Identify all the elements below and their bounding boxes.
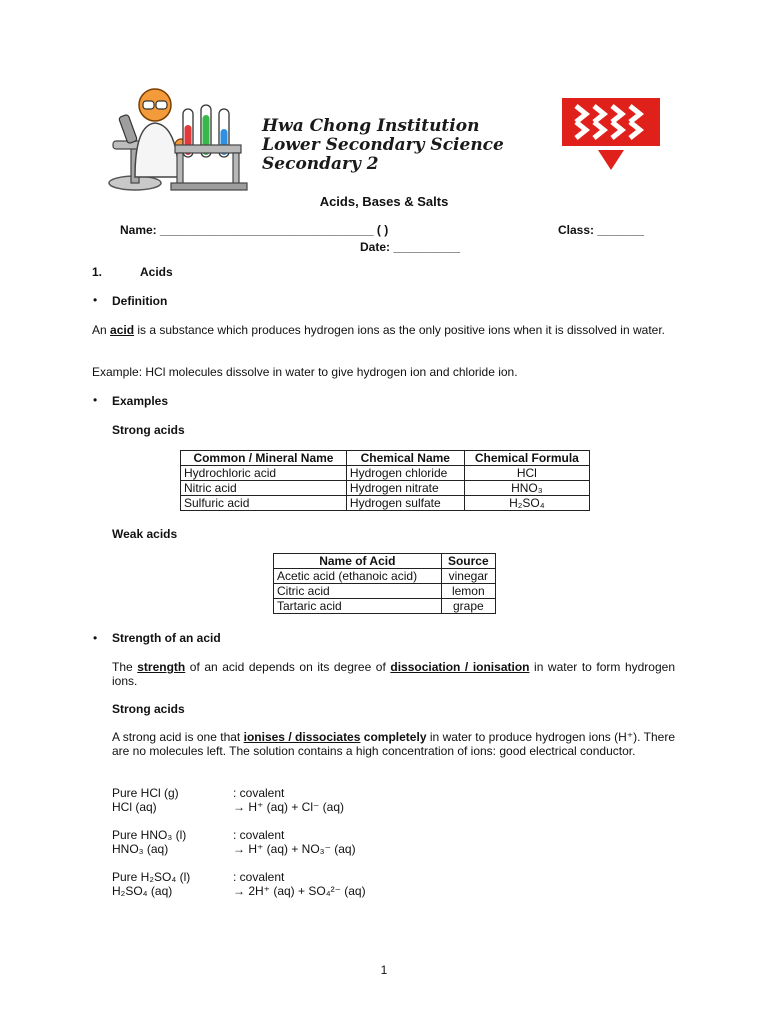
equation-left: Pure HNO₃ (l) — [112, 828, 187, 842]
column-header: Chemical Formula — [464, 451, 589, 466]
table-row — [181, 496, 590, 511]
equation-right: → H⁺ (aq) + NO₃⁻ (aq) — [233, 842, 356, 856]
page-number: 1 — [380, 963, 388, 977]
strength-term: strength — [137, 660, 186, 674]
table-cell: vinegar — [441, 569, 495, 584]
table-cell: grape — [441, 599, 495, 614]
column-header: Common / Mineral Name — [181, 451, 347, 466]
acid-term: acid — [110, 323, 135, 337]
class-field-label: Class: _______ — [558, 223, 645, 237]
ionises-term: ionises / dissociates — [243, 730, 361, 744]
test-tubes-icon — [171, 105, 247, 190]
strong-acids-heading: Strong acids — [112, 423, 185, 437]
table-row — [181, 466, 590, 481]
table-row — [181, 481, 590, 496]
equation-right: : covalent — [233, 870, 285, 884]
equation-right: → 2H⁺ (aq) + SO₄²⁻ (aq) — [233, 884, 366, 898]
equation-left: HCl (aq) — [112, 800, 157, 814]
column-header: Source — [441, 554, 495, 569]
completely-term: completely — [363, 730, 427, 744]
section-title: Acids — [140, 265, 173, 279]
table-row — [274, 569, 496, 584]
header-line-2: Lower Secondary Science — [262, 135, 504, 155]
name-field-label: Name: ________________________________ ( ) — [120, 223, 389, 237]
table-cell: Hydrogen sulfate — [346, 496, 464, 511]
table-cell: Hydrogen nitrate — [346, 481, 464, 496]
table-row — [274, 584, 496, 599]
weak-acids-heading: Weak acids — [112, 527, 178, 541]
bullet-icon: • — [93, 631, 98, 645]
weak-acids-table — [273, 553, 496, 614]
strong-acid-paragraph: A strong acid is one that ionises / dissociates completely in water to produce hydrogen ions (H⁺). There are no molecules left. The solution contains a high concentration of ions: good electrical conductor. — [112, 730, 676, 758]
header-line-3: Secondary 2 — [262, 154, 379, 174]
table-cell: HCl — [464, 466, 589, 481]
strong-acids-subheading: Strong acids — [112, 702, 185, 716]
definition-example: Example: HCl molecules dissolve in water to give hydrogen ion and chloride ion. — [92, 365, 518, 379]
table-cell: Tartaric acid — [274, 599, 442, 614]
strength-paragraph: The strength of an acid depends on its degree of dissociation / ionisation in water to form hydrogen ions. — [112, 660, 675, 688]
equation-left: H₂SO₄ (aq) — [112, 884, 173, 898]
strength-heading: Strength of an acid — [112, 631, 221, 645]
bullet-icon: • — [93, 293, 98, 307]
scientist-clipart — [105, 85, 255, 195]
table-cell: lemon — [441, 584, 495, 599]
column-header: Name of Acid — [274, 554, 442, 569]
equation-left: Pure HCl (g) — [112, 786, 179, 800]
table-header-row — [274, 554, 496, 569]
date-field-label: Date: __________ — [360, 240, 461, 254]
dissociation-term: dissociation / ionisation — [390, 660, 530, 674]
table-header-row — [181, 451, 590, 466]
examples-heading: Examples — [112, 394, 169, 408]
document-title: Acids, Bases & Salts — [319, 194, 449, 209]
bullet-icon: • — [93, 393, 98, 407]
table-cell: H₂SO₄ — [464, 496, 589, 511]
table-cell: HNO₃ — [464, 481, 589, 496]
table-cell: Acetic acid (ethanoic acid) — [274, 569, 442, 584]
equation-right: : covalent — [233, 786, 285, 800]
header-line-1: Hwa Chong Institution — [262, 116, 480, 136]
table-cell: Sulfuric acid — [181, 496, 347, 511]
definition-heading: Definition — [112, 294, 168, 308]
equation-right: : covalent — [233, 828, 285, 842]
section-number: 1. — [92, 265, 103, 279]
table-cell: Hydrogen chloride — [346, 466, 464, 481]
column-header: Chemical Name — [346, 451, 464, 466]
definition-text: An acid is a substance which produces hydrogen ions as the only positive ions when it is dissolved in water. — [92, 323, 665, 337]
table-cell: Hydrochloric acid — [181, 466, 347, 481]
table-row — [274, 599, 496, 614]
school-logo — [562, 98, 660, 170]
equation-right: → H⁺ (aq) + Cl⁻ (aq) — [233, 800, 345, 814]
table-cell: Citric acid — [274, 584, 442, 599]
equation-left: Pure H₂SO₄ (l) — [112, 870, 191, 884]
strong-acids-table — [180, 450, 590, 511]
equation-left: HNO₃ (aq) — [112, 842, 169, 856]
table-cell: Nitric acid — [181, 481, 347, 496]
